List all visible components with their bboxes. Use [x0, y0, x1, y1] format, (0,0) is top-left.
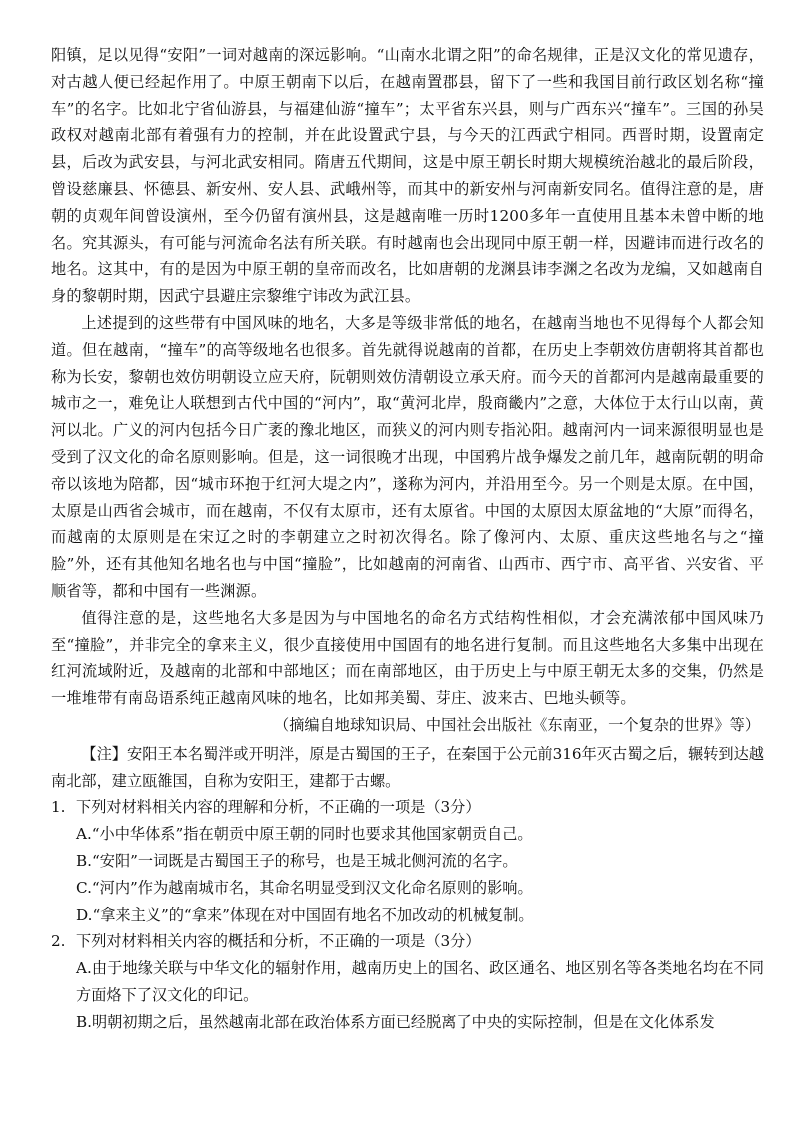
annotation-note [51, 741, 764, 795]
question-number: 2. [51, 932, 66, 951]
passage-source: （摘编自地球知识局、中国社会出版社《东南亚，一个复杂的世界》等） [274, 715, 760, 734]
question-2 [51, 928, 764, 1035]
question-1-option-c: C.“河内”作为越南城市名，其命名明显受到汉文化命名原则的影响。 [76, 878, 533, 897]
question-stem [51, 794, 764, 821]
question-text: 下列对材料相关内容的理解和分析，不正确的一项是（3分） [76, 798, 481, 817]
passage-paragraph-2: 上述提到的这些带有中国风味的地名，大多是等级非常低的地名，在越南当地也不见得每个人都会知道。但在越南，“撞车”的高等级地名也很多。首先就得说越南的首都，在历史上李朝效仿唐朝将其首都也称为长安，黎朝也效仿明朝设立应天府，阮朝则效仿清朝设立承天府。而今天的首都河内是越南最重要的城市之一，难免让人联想到古代中国的“河内”，取“黄河北岸，殷商畿内”之意，大体位于太行山以南，黄河以北。广义的河内包括今日广袤的豫北地区，而狭义的河内则专指沁阳。越南河内一词来源很明显也是受到了汉文化的命名原则影响。但是，这一词很晚才出现，中国鸦片战争爆发之前几年，越南阮朝的明命帝以该地为陪都，因“城市环抱于红河大堤之内”，遂称为河内，并沿用至今。另一个则是太原。在中国，太原是山西省会城市，而在越南，不仅有太原市，还有太原省。中国的太原因太原盆地的“大原”而得名，而越南的太原则是在宋辽之时的李朝建立之时初次得名。除了像河内、太原、重庆这些地名与之“撞脸”外，还有其他知名地名也与中国“撞脸”，比如越南的河南省、山西市、西宁市、高平省、兴安省、平顺省等，都和中国有一些渊源。 [51, 313, 764, 600]
question-text: 下列对材料相关内容的概括和分析，不正确的一项是（3分） [76, 932, 481, 951]
question-1 [51, 794, 764, 928]
question-1-option-a: A.“小中华体系”指在朝贡中原王朝的同时也要求其他国家朝贡自己。 [76, 825, 533, 844]
question-stem [51, 928, 764, 955]
question-number: 1. [51, 798, 66, 817]
note-text: 安阳王本名蜀泮或开明泮，原是古蜀国的王子，在秦国于公元前316年灭古蜀之后，辗转到达越南北部，建立瓯雒国，自称为安阳王，建都于古螺。 [51, 744, 764, 790]
question-2-option-a: A.由于地缘关联与中华文化的辐射作用，越南历史上的国名、政区通名、地区别名等各类地名均在不同方面烙下了汉文化的印记。 [76, 959, 764, 1004]
passage-paragraph-3: 值得注意的是，这些地名大多是因为与中国地名的命名方式结构性相似，才会充满浓郁中国风味乃至“撞脸”，并非完全的拿来主义，很少直接使用中国固有的地名进行复制。而且这些地名大多集中出现在红河流域附近，及越南的北部和中部地区；而在南部地区，由于历史上与中原王朝无太多的交集，仍然是一堆堆带有南岛语系纯正越南风味的地名，比如邦美蜀、芽庄、波来古、巴地头顿等。 [51, 608, 764, 708]
note-tag: 【注】 [81, 744, 127, 763]
question-2-option-b: B.明朝初期之后，虽然越南北部在政治体系方面已经脱离了中央的实际控制，但是在文化体系发 [76, 1012, 715, 1031]
question-1-option-d: D.“拿来主义”的“拿来”体现在对中国固有地名不加改动的机械复制。 [76, 905, 534, 924]
question-1-option-b: B.“安阳”一词既是古蜀国王子的称号，也是王城北侧河流的名字。 [76, 851, 518, 870]
passage-paragraph-1: 阳镇，足以见得“安阳”一词对越南的深远影响。“山南水北谓之阳”的命名规律，正是汉文化的常见遗存，对古越人便已经起作用了。中原王朝南下以后，在越南置郡县，留下了一些和我国目前行政区划名称“撞车”的名字。比如北宁省仙游县，与福建仙游“撞车”；太平省东兴县，则与广西东兴“撞车”。三国的孙吴政权对越南北部有着强有力的控制，并在此设置武宁县，与今天的江西武宁相同。西晋时期，设置南定县，后改为武安县，与河北武安相同。隋唐五代期间，这是中原王朝长时期大规模统治越北的最后阶段，曾设慈廉县、怀德县、新安州、安人县、武峨州等，而其中的新安州与河南新安同名。值得注意的是，唐朝的贞观年间曾设演州，至今仍留有演州县，这是越南唯一历时1200多年一直使用且基本未曾中断的地名。究其源头，有可能与河流命名法有所关联。有时越南也会出现同中原王朝一样，因避讳而进行改名的地名。这其中，有的是因为中原王朝的皇帝而改名，比如唐朝的龙渊县讳李渊之名改为龙编，又如越南自身的黎朝时期，因武宁县避庄宗黎维宁讳改为武江县。 [51, 46, 764, 306]
